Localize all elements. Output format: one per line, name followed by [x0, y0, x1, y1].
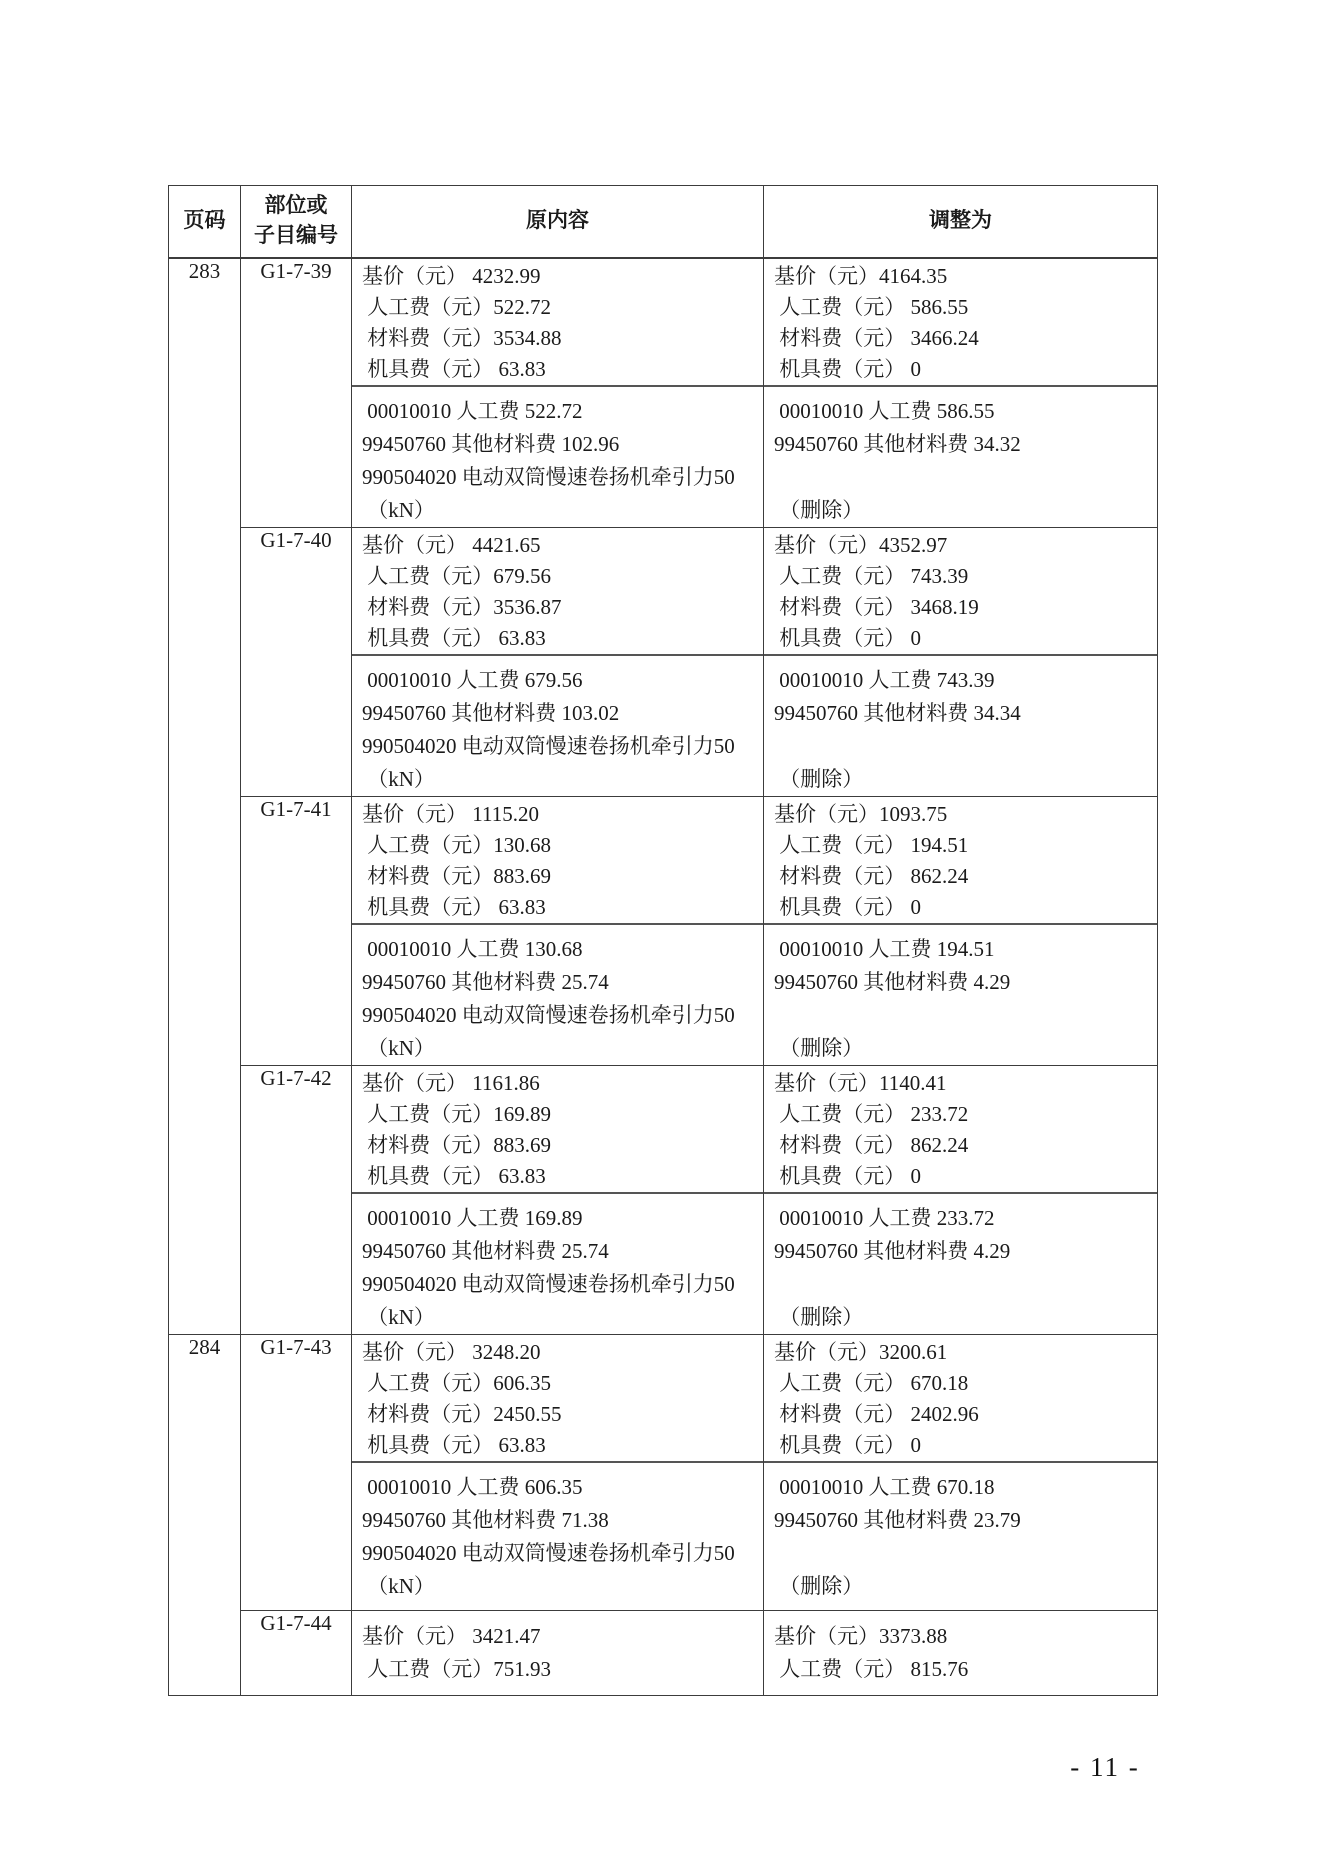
text-line: 材料费（元） 3466.24 — [774, 325, 979, 350]
text-line: 99450760 其他材料费 71.38 — [362, 1507, 609, 1532]
entry-row-g1-7-41 — [169, 796, 1158, 1065]
text-line: 99450760 其他材料费 4.29 — [774, 1238, 1011, 1263]
header-item-col-line2: 子目编号 — [254, 224, 338, 248]
text-line: （删除） — [774, 766, 864, 791]
original-fees-block — [352, 528, 763, 656]
text-line: （kN） — [362, 1304, 435, 1329]
text-line: （删除） — [774, 1573, 864, 1598]
original-content-cell — [352, 258, 764, 528]
text-line: 基价（元）4164.35 — [774, 263, 948, 288]
original-fees-block — [352, 797, 763, 925]
text-line: 人工费（元） 743.39 — [774, 563, 969, 588]
text-line: （kN） — [362, 1573, 435, 1598]
adjusted-details-block — [764, 656, 1157, 796]
original-content-cell — [352, 1334, 764, 1610]
text-line: 人工费（元） 815.76 — [774, 1656, 969, 1681]
text-line: 人工费（元） 670.18 — [774, 1370, 969, 1395]
original-content-cell — [352, 1065, 764, 1334]
text-line: 材料费（元）3536.87 — [362, 594, 562, 619]
header-original-col: 原内容 — [352, 186, 764, 258]
text-line: 材料费（元） 3468.19 — [774, 594, 979, 619]
text-line: 人工费（元） 194.51 — [774, 832, 969, 857]
header-adjusted-col: 调整为 — [764, 186, 1158, 258]
text-line: 00010010 人工费 743.39 — [774, 667, 995, 692]
item-code-cell: G1-7-41 — [241, 796, 352, 1065]
entry-row-g1-7-44 — [169, 1610, 1158, 1695]
text-line: （删除） — [774, 497, 864, 522]
text-line: 99450760 其他材料费 34.32 — [774, 431, 1021, 456]
text-line: 机具费（元） 0 — [774, 1432, 921, 1457]
entry-row-g1-7-42 — [169, 1065, 1158, 1334]
text-line: 机具费（元） 63.83 — [362, 625, 546, 650]
original-fees-block — [352, 1066, 763, 1194]
text-line: 990504020 电动双筒慢速卷扬机牵引力50 — [362, 1540, 735, 1565]
original-details-block — [352, 1194, 763, 1334]
adjusted-content-cell — [764, 1334, 1158, 1610]
text-line: 99450760 其他材料费 102.96 — [362, 431, 620, 456]
text-line: 机具费（元） 63.83 — [362, 894, 546, 919]
adjusted-fees-block — [764, 797, 1157, 925]
adjusted-content-cell — [764, 1065, 1158, 1334]
text-line: 00010010 人工费 194.51 — [774, 936, 995, 961]
item-code-cell: G1-7-42 — [241, 1065, 352, 1334]
text-line: 人工费（元）751.93 — [362, 1656, 551, 1681]
adjusted-details-block — [764, 1194, 1157, 1334]
text-line: 机具费（元） 63.83 — [362, 1432, 546, 1457]
text-line: 材料费（元）883.69 — [362, 863, 551, 888]
text-line: 基价（元）1140.41 — [774, 1070, 947, 1095]
text-line: 基价（元） 4421.65 — [362, 532, 541, 557]
text-line: 基价（元） 1161.86 — [362, 1070, 540, 1095]
text-line: （kN） — [362, 497, 435, 522]
page-number-cell: 283 — [169, 258, 241, 1335]
text-line: 99450760 其他材料费 4.29 — [774, 969, 1011, 994]
text-line: 人工费（元）522.72 — [362, 294, 551, 319]
text-line: 机具费（元） 63.83 — [362, 1163, 546, 1188]
original-details-block — [352, 925, 763, 1065]
text-line: 基价（元） 4232.99 — [362, 263, 541, 288]
text-line: 00010010 人工费 522.72 — [362, 398, 583, 423]
entry-row-g1-7-43 — [169, 1334, 1158, 1610]
text-line: 机具费（元） 0 — [774, 1163, 921, 1188]
text-line — [774, 730, 1157, 763]
text-line: 基价（元） 1115.20 — [362, 801, 539, 826]
item-code-cell: G1-7-43 — [241, 1334, 352, 1610]
text-line: 990504020 电动双筒慢速卷扬机牵引力50 — [362, 1002, 735, 1027]
text-line: （kN） — [362, 766, 435, 791]
text-line: 00010010 人工费 670.18 — [774, 1474, 995, 1499]
original-fees-block — [352, 259, 763, 387]
text-line: 99450760 其他材料费 34.34 — [774, 700, 1021, 725]
original-details-block — [352, 1463, 763, 1603]
adjusted-fees-block — [764, 259, 1157, 387]
adjusted-content-cell — [764, 527, 1158, 796]
text-line: 人工费（元） 233.72 — [774, 1101, 969, 1126]
page-number-cell: 284 — [169, 1334, 241, 1695]
text-line: 人工费（元）679.56 — [362, 563, 551, 588]
entry-row-g1-7-40 — [169, 527, 1158, 796]
text-line: 人工费（元）169.89 — [362, 1101, 551, 1126]
text-line: 基价（元） 3421.47 — [362, 1623, 541, 1648]
text-line: （kN） — [362, 1035, 435, 1060]
original-content-cell — [352, 1610, 764, 1695]
adjusted-details-block — [764, 925, 1157, 1065]
text-line: （删除） — [774, 1035, 864, 1060]
adjusted-details-block — [764, 387, 1157, 527]
adjustment-table — [168, 185, 1158, 1696]
adjusted-details-block — [764, 1463, 1157, 1603]
text-line: 00010010 人工费 233.72 — [774, 1205, 995, 1230]
text-line: 材料费（元）883.69 — [362, 1132, 551, 1157]
original-fees-block — [352, 1611, 763, 1686]
header-row — [169, 186, 1158, 258]
text-line: 材料费（元） 862.24 — [774, 863, 969, 888]
text-line: 材料费（元）2450.55 — [362, 1401, 562, 1426]
text-line: 00010010 人工费 586.55 — [774, 398, 995, 423]
text-line — [774, 1537, 1157, 1570]
text-line: 99450760 其他材料费 25.74 — [362, 1238, 609, 1263]
header-item-col-line1: 部位或 — [264, 194, 328, 218]
adjusted-fees-block — [764, 1066, 1157, 1194]
text-line: 99450760 其他材料费 25.74 — [362, 969, 609, 994]
text-line: 人工费（元） 586.55 — [774, 294, 969, 319]
item-code-cell: G1-7-39 — [241, 258, 352, 528]
text-line: 990504020 电动双筒慢速卷扬机牵引力50 — [362, 1271, 735, 1296]
text-line: 00010010 人工费 169.89 — [362, 1205, 583, 1230]
item-code-cell: G1-7-40 — [241, 527, 352, 796]
header-item-col — [241, 186, 352, 258]
adjusted-fees-block — [764, 1335, 1157, 1463]
text-line: 基价（元）4352.97 — [774, 532, 948, 557]
text-line: 99450760 其他材料费 23.79 — [774, 1507, 1021, 1532]
text-line: 机具费（元） 0 — [774, 894, 921, 919]
original-content-cell — [352, 527, 764, 796]
text-line: 人工费（元）130.68 — [362, 832, 551, 857]
entry-row-g1-7-39 — [169, 258, 1158, 528]
text-line: 人工费（元）606.35 — [362, 1370, 551, 1395]
text-line: 99450760 其他材料费 103.02 — [362, 700, 620, 725]
text-line — [774, 1268, 1157, 1301]
footer-page-number: - 11 - — [1070, 1752, 1140, 1782]
original-fees-block — [352, 1335, 763, 1463]
adjusted-content-cell — [764, 796, 1158, 1065]
text-line: 材料费（元） 2402.96 — [774, 1401, 979, 1426]
text-line: 基价（元）1093.75 — [774, 801, 948, 826]
text-line: 基价（元） 3248.20 — [362, 1339, 541, 1364]
text-line: 机具费（元） 0 — [774, 356, 921, 381]
text-line: （删除） — [774, 1304, 864, 1329]
text-line: 材料费（元）3534.88 — [362, 325, 562, 350]
text-line: 990504020 电动双筒慢速卷扬机牵引力50 — [362, 464, 735, 489]
text-line: 机具费（元） 63.83 — [362, 356, 546, 381]
text-line: 基价（元）3200.61 — [774, 1339, 948, 1364]
adjusted-content-cell — [764, 258, 1158, 528]
header-page-col: 页码 — [169, 186, 241, 258]
item-code-cell: G1-7-44 — [241, 1610, 352, 1695]
text-line: 00010010 人工费 679.56 — [362, 667, 583, 692]
text-line — [774, 461, 1157, 494]
text-line: 00010010 人工费 130.68 — [362, 936, 583, 961]
text-line: 机具费（元） 0 — [774, 625, 921, 650]
text-line: 材料费（元） 862.24 — [774, 1132, 969, 1157]
adjusted-fees-block — [764, 1611, 1157, 1686]
original-content-cell — [352, 796, 764, 1065]
text-line: 00010010 人工费 606.35 — [362, 1474, 583, 1499]
original-details-block — [352, 387, 763, 527]
text-line: 990504020 电动双筒慢速卷扬机牵引力50 — [362, 733, 735, 758]
adjusted-content-cell — [764, 1610, 1158, 1695]
text-line — [774, 999, 1157, 1032]
text-line: 基价（元）3373.88 — [774, 1623, 948, 1648]
adjusted-fees-block — [764, 528, 1157, 656]
original-details-block — [352, 656, 763, 796]
